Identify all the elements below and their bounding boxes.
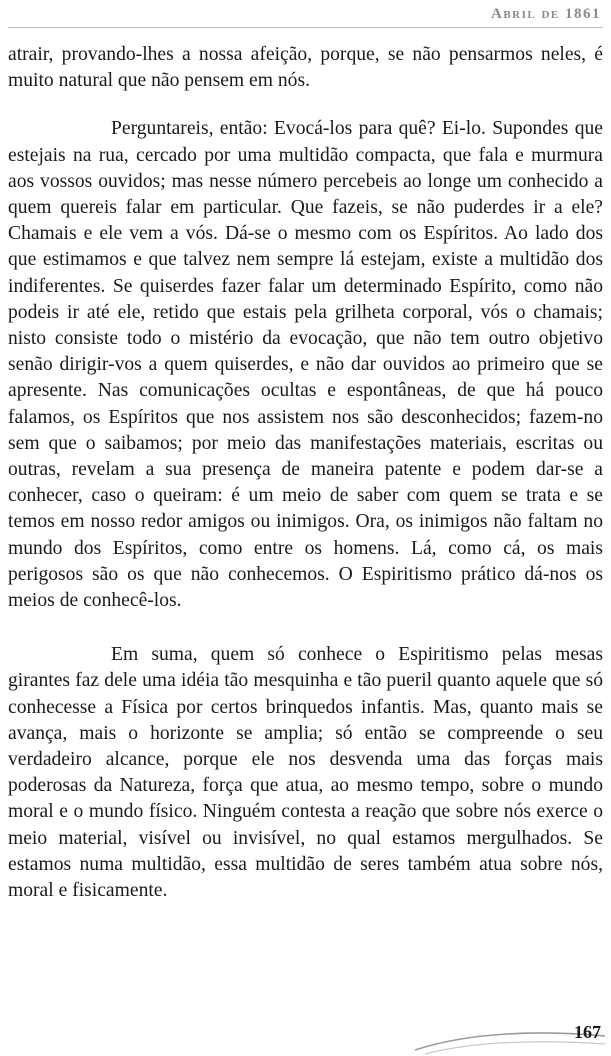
running-header: Abril de 1861 — [490, 6, 601, 22]
paragraph-summary: Em suma, quem só conhece o Espiritismo pelas mesas girantes faz dele uma idéia tão mesquinha e tão pueril quanto aquele que só conhecesse a Física por certos brinquedos infantis. Mas, quanto mais se avança, mais o horizonte se amplia; só então se compreende o seu verdadeiro alcance, porque ele nos desvenda uma das forças mais poderosas da Natureza, força que atua, ao mesmo tempo, sobre o mundo moral e o mundo físico. Ninguém contesta a reação que sobre nós exerce o meio material, visível ou invisível, no qual estamos mergulhados. Se estamos numa multidão, essa multidão de seres também atua sobre nós, moral e fisicamente. — [8, 644, 603, 902]
page-body — [8, 42, 603, 904]
paragraph-evocation: Perguntareis, então: Evocá-los para quê? Ei-lo. Supondes que estejais na rua, cercado por uma multidão compacta, que fala e murmura aos vossos ouvidos; mas nesse número percebeis ao longe um conhecido a quem quereis falar em particular. Que fazeis, se não puderdes ir a ele? Chamais e ele vem a vós. Dá-se o mesmo com os Espíritos. Ao lado dos que estimamos e que talvez nem sempre lá estejam, existe a multidão dos indiferentes. Se quiserdes fazer falar um determinado Espírito, como não podeis ir até ele, retido que estais pela grilheta corporal, vós o chamais; nisto consiste todo o mistério da evocação, que não tem outro objetivo senão dirigir-vos a quem quiserdes, e não dar ouvidos ao primeiro que se apresente. Nas comunicações ocultas e espontâneas, de que há pouco falamos, os Espíritos que nos assistem nos são desconhecidos; fazem-no sem que o saibamos; por meio das manifestações materiais, escritas ou outras, revelam a sua presença de maneira patente e podem dar-se a conhecer, caso o queiram: é um meio de saber com quem se trata e se temos em nosso redor amigos ou inimigos. Ora, os inimigos não faltam no mundo dos Espíritos, como entre os homens. Lá, como cá, os mais perigosos são os que não conhecemos. O Espiritismo prático dá-nos os meios de conhecê-los. — [8, 118, 603, 612]
page-footer — [0, 1020, 611, 1056]
paragraph-continuation: atrair, provando-lhes a nossa afeição, porque, se não pensarmos neles, é muito natural que não pensem em nós. — [8, 44, 603, 92]
header-rule — [8, 27, 603, 28]
page-number: 167 — [574, 1022, 601, 1042]
footer-swoosh-ornament — [0, 1020, 611, 1056]
